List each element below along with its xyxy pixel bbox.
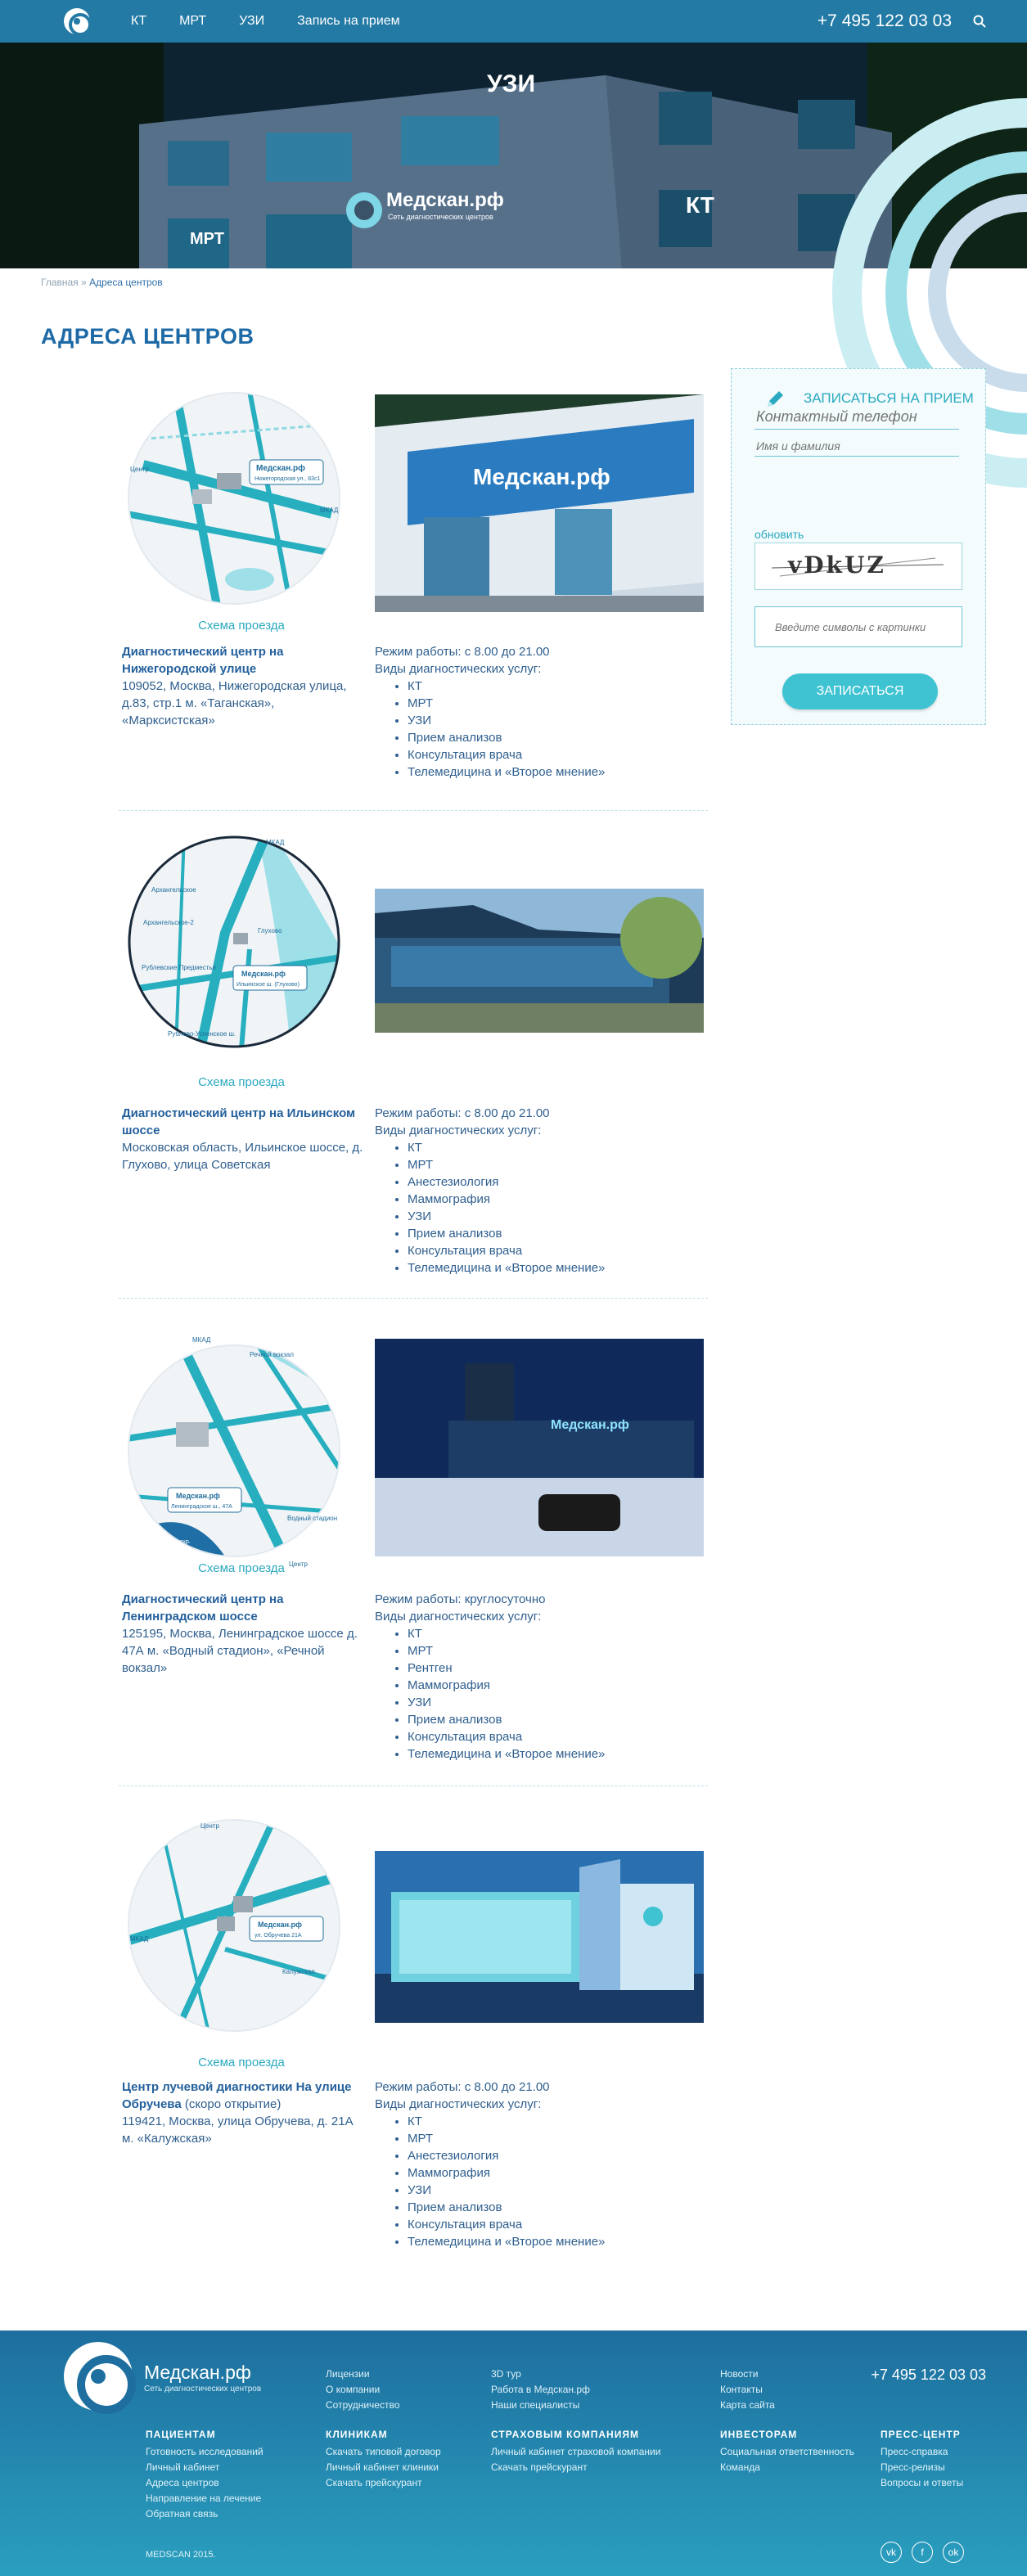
map2-label-address: Ильинское ш. (Глухово) [236,982,300,988]
center-hours [375,2078,702,2250]
nav-item-kt[interactable]: КТ [131,14,147,28]
service-item: • МРТ [408,2130,702,2147]
form-title-wrap [764,390,974,407]
map4-label-brand: Медскан.рф [258,1921,302,1929]
footer-phone[interactable]: +7 495 122 03 03 [871,2367,986,2383]
map-obrucheva[interactable] [127,1818,341,2033]
working-hours: Режим работы: с 8.00 до 21.00 [375,1106,550,1120]
footer-col-insurance [491,2427,660,2475]
divider [119,810,708,811]
service-item: • КТ [408,1139,702,1156]
divider [119,1298,708,1299]
service-item: • КТ [408,2113,702,2130]
service-item: • Анестезиология [408,2147,702,2164]
center-address: 119421, Москва, улица Обручева, д. 21А м. «Калужская» [122,2114,354,2146]
photo-nizhegorodskaya [375,394,704,612]
services-title: Виды диагностических услуг: [375,1610,542,1624]
service-item: • КТ [408,678,702,695]
footer-link[interactable]: О компании [326,2384,381,2395]
footer-link[interactable]: Карта сайта [720,2399,775,2411]
service-item: • Прием анализов [408,2199,702,2216]
footer-link[interactable]: Личный кабинет [146,2461,220,2473]
service-item: • Маммография [408,1191,702,1208]
odnoklassniki-icon[interactable]: ok [943,2542,964,2563]
submit-appointment-button[interactable]: ЗАПИСАТЬСЯ [782,673,938,709]
map3-label-river: Речной вокзал [250,1351,294,1358]
logo-icon[interactable] [64,8,90,34]
photo-obrucheva [375,1851,704,2023]
map2-label-brand: Медскан.рф [241,970,286,978]
footer [0,2331,1027,2576]
footer-link[interactable]: Скачать прейскурант [491,2461,588,2473]
footer-link[interactable]: Новости [720,2368,759,2380]
center-name[interactable]: Диагностический центр на Ленинградском шоссе [122,1592,284,1624]
nav-item-uzi[interactable]: УЗИ [239,14,265,28]
footer-link[interactable]: Наши специалисты [491,2399,580,2411]
center-name-suffix: (скоро открытие) [181,2097,282,2111]
footer-link[interactable]: Контакты [720,2384,763,2395]
map-nizhegorodskaya[interactable] [127,391,341,606]
top-navbar [0,0,1027,43]
service-item: • Телемедицина и «Второе мнение» [408,763,702,781]
map2-label-rublevo: Рублево-Успенское ш. [168,1030,236,1038]
map3-label-center: Центр [289,1560,308,1568]
working-hours: Режим работы: с 8.00 до 21.00 [375,2080,550,2094]
photo-ilyinskoe [375,889,704,1033]
map4-label-center: Центр [200,1822,219,1830]
service-item: • Маммография [408,2164,702,2182]
search-icon[interactable] [973,15,986,28]
center-name[interactable]: Диагностический центр на Ильинском шоссе [122,1106,356,1137]
footer-link[interactable]: Работа в Медскан.рф [491,2384,590,2395]
breadcrumb-home[interactable]: Главная [41,277,79,288]
nav-item-mrt[interactable]: МРТ [179,14,207,28]
footer-link[interactable]: Пресс-релизы [881,2461,945,2473]
footer-link[interactable]: Пресс-справка [881,2446,948,2457]
service-item: • МРТ [408,1156,702,1173]
center-nizhegorodskaya [119,391,708,784]
breadcrumb [41,277,163,288]
center-info [122,643,367,729]
main-nav [131,0,433,43]
facebook-icon[interactable]: f [912,2542,933,2563]
map1-label-center: Центр [130,466,149,473]
center-hours [375,1105,702,1277]
services-title: Виды диагностических услуг: [375,2097,542,2111]
captcha-input[interactable] [754,606,962,647]
footer-tagline: Сеть диагностических центров [144,2385,262,2394]
footer-col-clinics [326,2427,441,2491]
map-link[interactable]: Схема проезда [198,2056,285,2069]
map1-label-mkad: МКАД [320,507,339,514]
working-hours: Режим работы: круглосуточно [375,1592,546,1606]
center-name[interactable]: Диагностический центр на Нижегородской улице [122,645,284,676]
services-list [408,2113,702,2250]
service-item: • Телемедицина и «Второе мнение» [408,1259,702,1277]
footer-col-patients [146,2427,264,2522]
footer-col-press [881,2427,963,2491]
center-hours [375,643,702,781]
footer-link[interactable]: Обратная связь [146,2508,218,2520]
footer-link[interactable]: Вопросы и ответы [881,2477,964,2488]
map-ilyinskoe[interactable] [127,835,341,1049]
service-item: • Рентген [408,1660,702,1677]
footer-col-title: КЛИНИКАМ [326,2429,388,2440]
nav-item-appointment[interactable]: Запись на прием [297,14,400,28]
footer-brand: Медскан.рф [144,2362,251,2383]
appointment-form [731,368,986,725]
center-address: 125195, Москва, Ленинградское шоссе д. 47А м. «Водный стадион», «Речной вокзал» [122,1627,358,1675]
service-item: • Консультация врача [408,1242,702,1259]
footer-link[interactable]: Направление на лечение [146,2493,262,2504]
hero-banner [0,43,1027,268]
breadcrumb-current: Адреса центров [89,277,163,288]
service-item: • УЗИ [408,1694,702,1711]
center-ilyinskoe [119,835,708,1277]
footer-link[interactable]: 3D тур [491,2368,521,2380]
footer-logo-icon[interactable] [64,2342,133,2411]
working-hours: Режим работы: с 8.00 до 21.00 [375,645,550,659]
center-info [122,1105,367,1173]
captcha-image [754,543,962,590]
footer-top-links-2 [491,2367,590,2413]
service-item: • Телемедицина и «Второе мнение» [408,1745,702,1763]
map4-label-kaluzhskaya: Калужская [282,1968,315,1975]
captcha-refresh-link[interactable]: обновить [754,528,804,541]
map2-label-gluhovo: Глухово [258,927,282,934]
map2-label-arh2: Архангельское-2 [143,919,194,926]
map3-label-reservoir: Химкинское вдхр. [143,1539,191,1545]
photo-leningradskoe [375,1339,704,1556]
form-title: ЗАПИСАТЬСЯ НА ПРИЕМ [804,390,974,406]
service-item: • УЗИ [408,712,702,729]
service-item: • МРТ [408,695,702,712]
map4-label-mkad: МКАД [130,1935,149,1943]
footer-link[interactable]: Адреса центров [146,2477,219,2488]
footer-link[interactable]: Лицензии [326,2368,370,2380]
hero-sign-mrt: МРТ [190,230,224,248]
footer-col-title: ПРЕСС-ЦЕНТР [881,2429,961,2440]
service-item: • Маммография [408,1677,702,1694]
header-phone[interactable]: +7 495 122 03 03 [817,11,952,30]
services-list [408,1139,702,1277]
photo3-brand: Медскан.рф [551,1418,629,1432]
center-address: 109052, Москва, Нижегородская улица, д.83, стр.1 м. «Таганская», «Марксистская» [122,679,347,727]
footer-top-links-3 [720,2367,775,2413]
page-title: АДРЕСА ЦЕНТРОВ [41,324,254,349]
map2-label-arh: Архангельское [151,886,196,894]
center-address: Московская область, Ильинское шоссе, д. Глухово, улица Советская [122,1141,363,1172]
map1-label-address: Нижегородская ул., 83с1 [254,476,321,482]
footer-link[interactable]: Команда [720,2461,760,2473]
map3-label-mkad: МКАД [192,1336,211,1344]
footer-col-title: СТРАХОВЫМ КОМПАНИЯМ [491,2429,639,2440]
footer-link[interactable]: Социальная ответственность [720,2446,854,2457]
center-name[interactable]: Центр лучевой диагностики На улице Обручева [122,2080,352,2111]
service-item: • УЗИ [408,1208,702,1225]
hero-tagline-text: Сеть диагностических центров [388,213,493,221]
service-item: • Анестезиология [408,1173,702,1191]
footer-top-links-1 [326,2367,399,2413]
copyright: MEDSCAN 2015. [146,2550,216,2560]
services-title: Виды диагностических услуг: [375,662,542,676]
service-item: • Консультация врача [408,2216,702,2233]
map2-label-rublev: Рублевские Предместья [142,964,216,971]
map2-label-mkad: МКАД [266,839,285,846]
service-item: • Телемедицина и «Второе мнение» [408,2233,702,2250]
center-hours [375,1591,702,1763]
footer-col-title: ИНВЕСТОРАМ [720,2429,798,2440]
footer-link[interactable]: Скачать прейскурант [326,2477,422,2488]
map1-label-brand: Медскан.рф [256,464,305,473]
breadcrumb-separator: » [81,277,87,288]
center-info [122,1591,367,1677]
center-info [122,2078,367,2147]
service-item: • МРТ [408,1642,702,1660]
footer-link[interactable]: Личный кабинет страховой компании [491,2446,661,2457]
center-obrucheva [119,1818,708,2277]
services-title: Виды диагностических услуг: [375,1124,542,1137]
service-item: • Прием анализов [408,729,702,746]
map-link[interactable]: Схема проезда [198,619,285,633]
hero-sign-kt: КТ [686,192,714,218]
hero-brand-text: Медскан.рф [386,189,504,211]
map3-label-stadium: Водный стадион [287,1515,338,1522]
map-link[interactable]: Схема проезда [198,1075,285,1089]
service-item: • Консультация врача [408,1728,702,1745]
name-input[interactable] [754,436,959,457]
services-list [408,1625,702,1763]
footer-col-investors [720,2427,854,2475]
captcha-text: vDkUZ [788,552,886,579]
footer-link[interactable]: Скачать типовой договор [326,2446,441,2457]
service-item: • Прием анализов [408,1225,702,1242]
footer-link[interactable]: Готовность исследований [146,2446,264,2457]
service-item: • КТ [408,1625,702,1642]
map-link[interactable]: Схема проезда [198,1561,285,1575]
map3-label-address: Ленинградское ш., 47А [171,1504,232,1510]
map4-label-address: ул. Обручева 21А [254,1933,302,1939]
center-leningradskoe [119,1321,708,1779]
service-item: • УЗИ [408,2182,702,2199]
hero-sign-uzi: УЗИ [487,70,536,97]
vk-icon[interactable]: vk [881,2542,902,2563]
footer-link[interactable]: Личный кабинет клиники [326,2461,439,2473]
map3-label-brand: Медскан.рф [176,1492,220,1500]
footer-link[interactable]: Сотрудничество [326,2399,400,2411]
services-list [408,678,702,781]
footer-col-title: ПАЦИЕНТАМ [146,2429,216,2440]
hero-building-image [0,43,1027,268]
service-item: • Прием анализов [408,1711,702,1728]
service-item: • Консультация врача [408,746,702,763]
photo1-brand: Медскан.рф [473,464,610,489]
phone-input[interactable] [754,405,959,430]
